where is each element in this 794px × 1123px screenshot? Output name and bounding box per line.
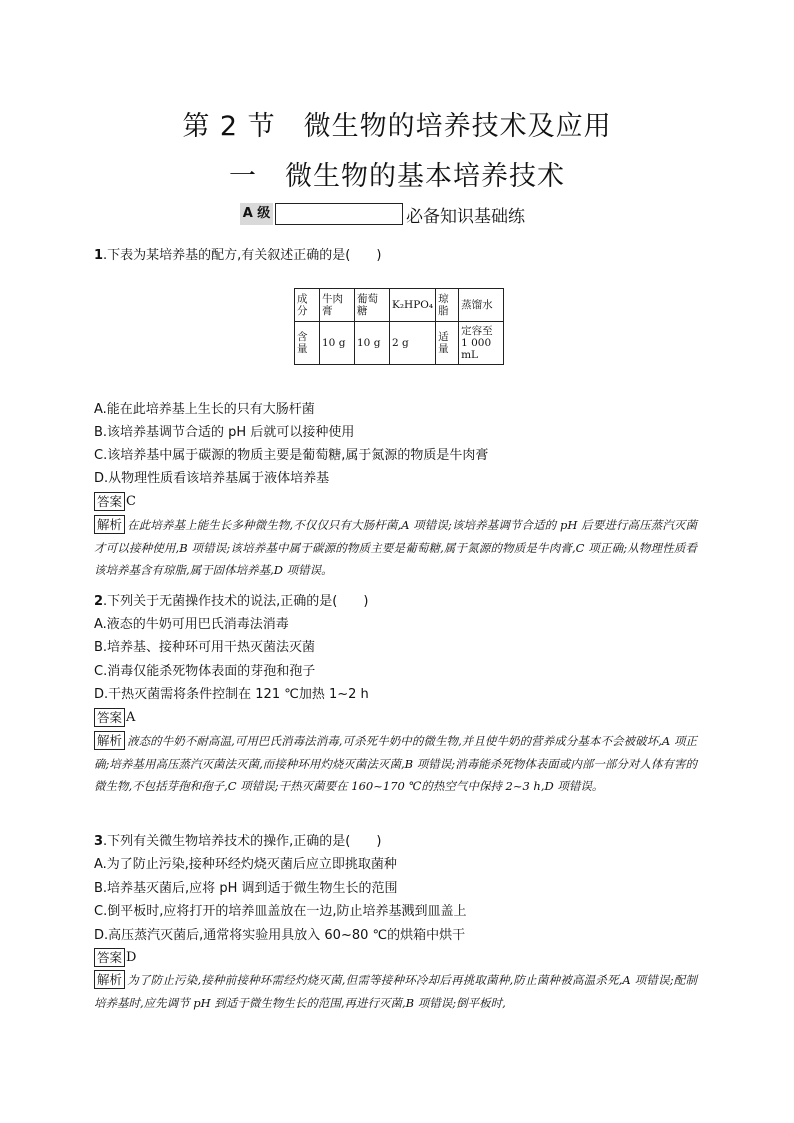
explanation-tag: 解析 bbox=[94, 515, 125, 534]
question-2-option-c: C.消毒仅能杀死物体表面的芽孢和孢子 bbox=[94, 664, 316, 679]
explanation-tag: 解析 bbox=[94, 970, 125, 989]
section-title: 第 2 节 微生物的培养技术及应用 bbox=[182, 111, 612, 142]
table-cell: 含量 bbox=[295, 322, 320, 365]
level-badge: A 级 bbox=[240, 203, 273, 225]
question-2-option-b: B.培养基、接种环可用干热灭菌法灭菌 bbox=[94, 640, 316, 655]
table-row bbox=[295, 289, 504, 322]
question-1-answer bbox=[94, 492, 136, 511]
explanation-tag: 解析 bbox=[94, 731, 125, 750]
answer-value: D bbox=[126, 950, 137, 965]
table-cell: 牛肉膏 bbox=[320, 289, 355, 322]
table-cell: 定容至 1 000 mL bbox=[459, 322, 504, 365]
question-3-stem: 3.下列有关微生物培养技术的操作,正确的是( ) bbox=[94, 834, 382, 849]
question-3-option-a: A.为了防止污染,接种环经灼烧灭菌后应立即挑取菌种 bbox=[94, 857, 397, 872]
table-cell: 10 g bbox=[320, 322, 355, 365]
table-cell: 2 g bbox=[390, 322, 436, 365]
table-cell: 成分 bbox=[295, 289, 320, 322]
question-2-explanation: 解析 液态的牛奶不耐高温,可用巴氏消毒法消毒,可杀死牛奶中的微生物,并且使牛奶的营养成分基本不会被破坏,A 项正确;培养基用高压蒸汽灭菌法灭菌,而接种环用灼烧灭菌法灭菌,B 项错误;消毒能杀死物体表面或内部一部分对人体有害的微生物,不包括芽孢和孢子,C 项错误;干热灭菌要在 160~170 ℃的热空气中保持 2~3 h,D 项错误。 bbox=[94, 733, 697, 793]
question-1-stem: 1.下表为某培养基的配方,有关叙述正确的是( ) bbox=[94, 248, 382, 263]
answer-tag: 答案 bbox=[94, 492, 125, 511]
answer-tag: 答案 bbox=[94, 948, 125, 967]
answer-value: C bbox=[126, 494, 136, 509]
table-cell: 琼脂 bbox=[436, 289, 459, 322]
question-1-option-b: B.该培养基调节合适的 pH 后就可以接种使用 bbox=[94, 425, 355, 440]
table-row bbox=[295, 322, 504, 365]
table-cell: 蒸馏水 bbox=[459, 289, 504, 322]
level-header bbox=[240, 201, 525, 227]
table-cell: K₂HPO₄ bbox=[390, 289, 436, 322]
level-text: 必备知识基础练 bbox=[406, 206, 525, 227]
subsection-title: 一 微生物的基本培养技术 bbox=[229, 161, 565, 192]
question-1-option-d: D.从物理性质看该培养基属于液体培养基 bbox=[94, 471, 330, 486]
answer-tag: 答案 bbox=[94, 708, 125, 727]
question-3-option-d: D.高压蒸汽灭菌后,通常将实验用具放入 60~80 ℃的烘箱中烘干 bbox=[94, 928, 466, 943]
question-3-option-c: C.倒平板时,应将打开的培养皿盖放在一边,防止培养基溅到皿盖上 bbox=[94, 904, 467, 919]
table-cell: 葡萄糖 bbox=[355, 289, 390, 322]
question-1-option-c: C.该培养基中属于碳源的物质主要是葡萄糖,属于氮源的物质是牛肉膏 bbox=[94, 448, 489, 463]
question-3-answer bbox=[94, 948, 136, 967]
answer-value: A bbox=[126, 710, 136, 725]
question-2-answer bbox=[94, 708, 135, 727]
table-cell: 适量 bbox=[436, 322, 459, 365]
question-1-explanation: 解析 在此培养基上能生长多种微生物,不仅仅只有大肠杆菌,A 项错误;该培养基调节合适的 pH 后要进行高压蒸汽灭菌才可以接种使用,B 项错误;该培养基中属于碳源的物质主要是葡萄糖,属于氮源的物质是牛肉膏,C 项正确;从物理性质看该培养基含有琼脂,属于固体培养基,D 项错误。 bbox=[94, 517, 697, 577]
table-cell: 10 g bbox=[355, 322, 390, 365]
question-1-option-a: A.能在此培养基上生长的只有大肠杆菌 bbox=[94, 402, 315, 417]
question-3-option-b: B.培养基灭菌后,应将 pH 调到适于微生物生长的范围 bbox=[94, 881, 398, 896]
question-2-stem: 2.下列关于无菌操作技术的说法,正确的是( ) bbox=[94, 594, 369, 609]
question-3-explanation: 解析 为了防止污染,接种前接种环需经灼烧灭菌,但需等接种环冷却后再挑取菌种,防止菌种被高温杀死,A 项错误;配制培养基时,应先调节 pH 到适于微生物生长的范围,再进行灭菌,B 项错误;倒平板时, bbox=[94, 972, 697, 1010]
name-blank-box bbox=[275, 203, 403, 225]
question-2-option-a: A.液态的牛奶可用巴氏消毒法消毒 bbox=[94, 617, 289, 632]
question-2-option-d: D.干热灭菌需将条件控制在 121 ℃加热 1~2 h bbox=[94, 687, 369, 702]
recipe-table bbox=[294, 288, 504, 365]
